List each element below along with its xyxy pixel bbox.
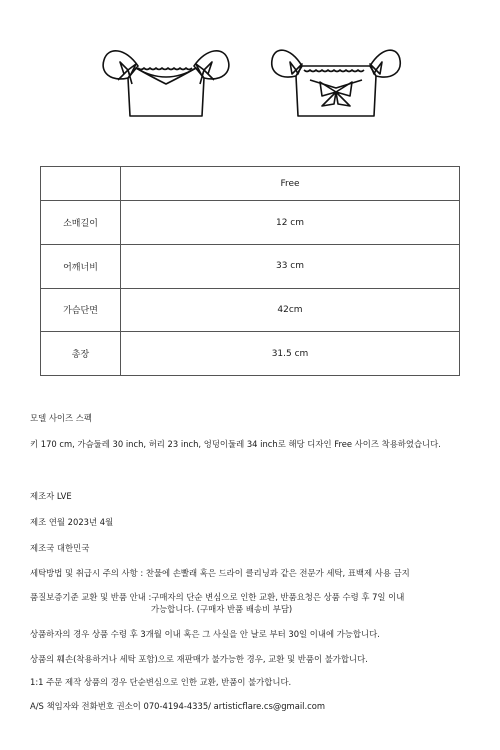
defect-policy-text: 상품하자의 경우 상품 수령 후 3개월 이내 혹은 그 사실을 안 날로 부터 30일 이내에 가능합니다. bbox=[30, 629, 380, 639]
country-text: 제조국 대한민국 bbox=[30, 543, 90, 553]
garment-front-sketch bbox=[98, 40, 234, 120]
size-value-length: 31.5 cm bbox=[121, 332, 460, 376]
size-value-shoulder: 33 cm bbox=[121, 244, 460, 288]
size-chart-header-free: Free bbox=[121, 167, 460, 201]
maker-text: 제조자 LVE bbox=[30, 491, 72, 501]
table-row bbox=[41, 201, 460, 245]
table-row bbox=[41, 332, 460, 376]
exchange-policy-text: 품질보증기준 교환 및 반품 안내 :구매자의 단순 변심으로 인한 교환, 반품요청은 상품 수령 후 7일 이내 bbox=[30, 592, 405, 602]
damage-policy-text: 상품의 훼손(착용하거나 세탁 포함)으로 재판매가 불가능한 경우, 교환 및 반품이 불가합니다. bbox=[30, 654, 368, 664]
back-bow bbox=[320, 82, 352, 106]
garment-back-sketch bbox=[268, 40, 404, 120]
size-label-length: 총장 bbox=[41, 332, 121, 376]
table-row bbox=[41, 288, 460, 332]
size-chart-table bbox=[40, 166, 460, 376]
bodice bbox=[296, 66, 376, 116]
size-value-sleeve: 12 cm bbox=[121, 201, 460, 245]
size-value-chest: 42cm bbox=[121, 288, 460, 332]
size-label-chest: 가슴단면 bbox=[41, 288, 121, 332]
size-chart-header-row bbox=[41, 167, 460, 201]
exchange-policy-text-2: 가능합니다. (구매자 반품 배송비 부담) bbox=[151, 604, 293, 614]
model-spec-title: 모델 사이즈 스펙 bbox=[30, 413, 92, 423]
manufacture-date-text: 제조 연월 2023년 4월 bbox=[30, 517, 114, 527]
table-row bbox=[41, 244, 460, 288]
size-chart-corner-cell bbox=[41, 167, 121, 201]
custom-order-policy-text: 1:1 주문 제작 상품의 경우 단순변심으로 인한 교환, 반품이 불가합니다. bbox=[30, 677, 292, 687]
care-instructions-text: 세탁방법 및 취급시 주의 사항 : 찬물에 손빨래 혹은 드라이 클리닝과 같은 전문가 세탁, 표백제 사용 금지 bbox=[30, 568, 410, 578]
size-label-shoulder: 어깨너비 bbox=[41, 244, 121, 288]
as-contact-text: A/S 책임자와 전화번호 권소이 070-4194-4335/ artisticflare.cs@gmail.com bbox=[30, 701, 326, 711]
size-label-sleeve: 소매길이 bbox=[41, 201, 121, 245]
bodice bbox=[128, 68, 204, 116]
model-spec-body: 키 170 cm, 가슴둘레 30 inch, 허리 23 inch, 엉덩이둘레 34 inch로 해당 디자인 Free 사이즈 착용하였습니다. bbox=[30, 439, 441, 449]
